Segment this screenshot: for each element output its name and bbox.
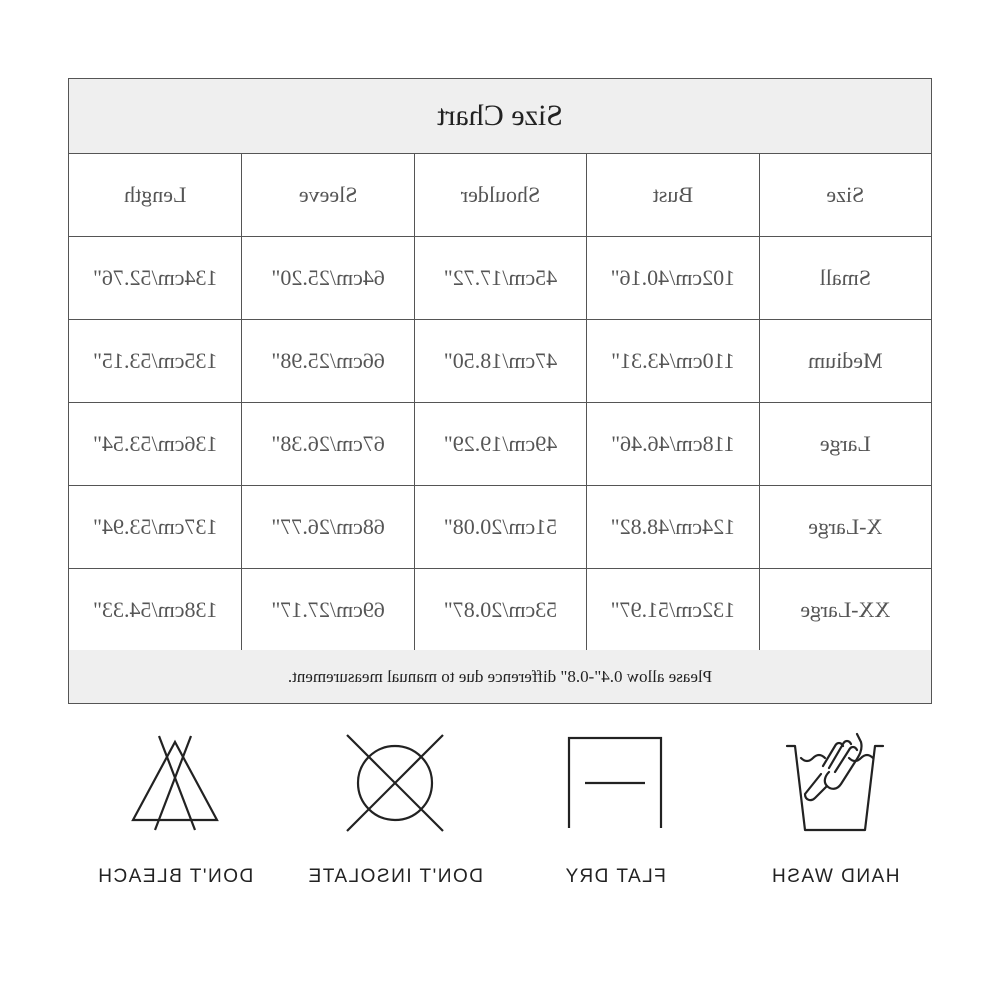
care-hand-wash [740, 728, 930, 928]
measurement-note: Please allow 0.4"-0.8" difference due to manual measurement. [69, 650, 931, 703]
table-cell: 135cm/53.15" [93, 348, 218, 373]
table-cell: 138cm/54.33" [93, 597, 218, 622]
table-cell: 66cm/25.98" [241, 320, 413, 402]
table-cell: Large [759, 403, 931, 485]
care-label: DON'T BLEACH [96, 866, 254, 887]
table-row [69, 569, 931, 652]
column-header: Shoulder [414, 154, 586, 236]
table-cell: 102cm/40.16" [586, 237, 758, 319]
care-dont-insolate [300, 728, 490, 928]
table-cell: 134cm/52.76" [93, 265, 218, 290]
table-cell: 45cm/17.72" [414, 237, 586, 319]
size-chart-title: Size Chart [437, 99, 563, 132]
table-cell: Small [759, 237, 931, 319]
table-cell: 64cm/25.20" [241, 237, 413, 319]
column-header: Size [759, 154, 931, 236]
care-dont-bleach [80, 728, 270, 928]
table-cell: 67cm/26.38" [241, 403, 413, 485]
table-cell: X-Large [759, 486, 931, 568]
table-cell: 69cm/27.17" [241, 569, 413, 651]
table-header-row [69, 154, 931, 237]
size-chart-grid [69, 154, 931, 652]
table-cell: 118cm/46.46" [586, 403, 758, 485]
table-cell: 136cm/53.54" [93, 431, 218, 456]
dont-insolate-icon [345, 728, 445, 833]
table-cell: 124cm/48.82" [586, 486, 758, 568]
table-cell: Medium [759, 320, 931, 402]
column-header: Length [124, 182, 187, 207]
table-cell: XX-Large [759, 569, 931, 651]
table-cell: 68cm/26.77" [241, 486, 413, 568]
care-label: HAND WASH [770, 866, 900, 887]
table-cell: 49cm/19.29" [414, 403, 586, 485]
table-row [69, 403, 931, 486]
table-cell: 51cm/20.08" [414, 486, 586, 568]
flat-dry-icon [565, 728, 665, 828]
care-label: DON'T INSOLATE [307, 866, 483, 887]
hand-wash-icon [785, 728, 885, 833]
table-cell: 132cm/51.97" [586, 569, 758, 651]
care-label: FLAT DRY [564, 866, 666, 887]
table-cell: 47cm/18.50" [414, 320, 586, 402]
table-cell: 110cm/43.31" [586, 320, 758, 402]
column-header: Sleeve [241, 154, 413, 236]
table-row [69, 486, 931, 569]
size-chart-table [68, 78, 932, 704]
size-chart-title-row [69, 79, 931, 154]
dont-bleach-icon [125, 728, 225, 833]
table-cell: 53cm/20.87" [414, 569, 586, 651]
table-cell: 137cm/53.94" [93, 514, 218, 539]
table-row [69, 237, 931, 320]
care-flat-dry [520, 728, 710, 928]
column-header: Bust [586, 154, 758, 236]
table-row [69, 320, 931, 403]
